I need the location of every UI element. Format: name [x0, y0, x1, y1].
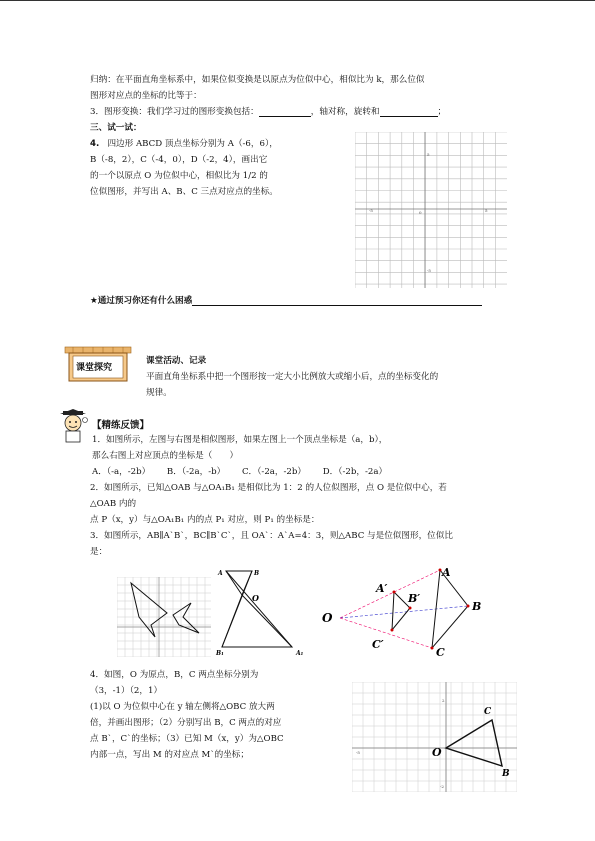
item-3-text-b: ，轴对称，旋转和	[310, 107, 380, 117]
fig3-label-A: A	[442, 566, 451, 579]
class-explore-line2: 规律。	[146, 388, 172, 398]
summary-line-2: 图形对应点的坐标的比等于：	[90, 91, 202, 101]
trial-heading: 三、试一试：	[90, 123, 142, 133]
grid-label-x-pos: 5	[485, 208, 488, 213]
practice-q4-line2: （3，-1）（2，1）	[90, 686, 163, 696]
option-b: B．（-2a，-b）	[166, 467, 226, 477]
item-3-text-a: 3．图形变换：我们学习过的图形变换包括：	[90, 107, 259, 117]
right-figure	[173, 603, 199, 633]
preview-question	[90, 294, 482, 306]
option-d: D．（-2b，-2a）	[322, 467, 388, 477]
fig4-label-C: C	[484, 707, 492, 717]
preview-blank	[192, 296, 482, 306]
q1-similar-figures	[117, 577, 211, 657]
coordinate-grid-figure	[355, 132, 507, 288]
practice-q2-line3: 点 P（x，y）与△OA₁B₁ 内的点 P₁ 对应，则 P₁ 的坐标是：	[90, 515, 320, 525]
blank-2	[380, 107, 438, 117]
preview-question-text: ★通过预习你还有什么困惑	[90, 296, 193, 306]
top-rule	[0, 0, 595, 1]
practice-q1-options	[92, 465, 387, 477]
practice-q1-line1: 1．如图所示，左图与右图是相似图形，如果左图上一个顶点坐标是（a，b），	[92, 435, 388, 445]
item-3	[90, 105, 446, 117]
grid-label-y-pos: 5	[427, 152, 430, 157]
fig4-label-B: B	[502, 769, 510, 779]
fig2-label-B1: B₁	[216, 650, 224, 657]
practice-q3-line2: 是：	[90, 547, 108, 557]
fig3-label-O: O	[322, 611, 333, 625]
fig2-label-A: A	[218, 570, 223, 577]
practice-q4-line6: 内部一点，写出 M 的对应点 M`的坐标；	[90, 750, 249, 760]
fig4-label-x-neg: -5	[356, 750, 360, 755]
fig3-label-C: C	[436, 646, 445, 659]
fig3-label-B: B	[472, 600, 482, 613]
summary-line-1: 归纳：在平面直角坐标系中，如果位似变换是以原点为位似中心，相似比为 k，那么位似	[90, 75, 425, 85]
grid-label-x-neg: -5	[369, 208, 373, 213]
trial-q4-number: 4.	[90, 139, 100, 149]
practice-q4-line3: (1)以 O 为位似中心在 y 轴左侧将△OBC 放大两	[90, 702, 275, 712]
trial-q4-text1: 四边形 ABCD 顶点坐标分别为 A（-6，6），	[107, 139, 278, 149]
q3-homothety-figure	[320, 562, 500, 662]
practice-q4-line1: 4．如图，O 为原点，B，C 两点坐标分别为	[90, 670, 259, 680]
practice-q2-line2: △OAB 内的	[90, 499, 137, 509]
class-explore-badge-text: 课堂探究	[76, 363, 113, 373]
practice-q4-line4: 倍，并画出图形；（2）分别写出 B，C 两点的对应	[90, 718, 282, 728]
fig4-label-y-pos: 2	[442, 698, 445, 703]
option-a: A．（-a，-2b）	[92, 467, 151, 477]
practice-q3-line1: 3．如图所示，AB∥A`B`，BC∥B`C`，且 OA`：A`A=4：3，则△ABC 与是位似图形，位似比	[90, 531, 453, 541]
trial-q4-line3: 的一个以原点 O 为位似中心，相似比为 1/2 的	[90, 171, 268, 181]
practice-q2-line1: 2．如图所示，已知△OAB 与△OA₁B₁ 是相似比为 1：2 的人位似图形，点 O 是位似中心，若	[90, 483, 447, 493]
thinking-student-icon	[56, 408, 90, 444]
trial-q4-line2: B（-8，2），C（-4，0），D（-2，4），画出它	[90, 155, 268, 165]
q2-homothety-figure	[212, 565, 322, 660]
fig2-label-A1: A₁	[296, 650, 304, 657]
class-explore-title: 课堂活动、记录	[146, 356, 207, 366]
class-explore-line1: 平面直角坐标系中把一个图形按一定大小比例放大或缩小后，点的坐标变化的	[146, 372, 439, 382]
fig4-label-y-neg: -2	[440, 784, 444, 789]
trial-q4-line4: 位似图形，并写出 A、B、C 三点对应点的坐标。	[90, 187, 278, 197]
practice-heading: 【精练反馈】	[92, 420, 150, 431]
blank-1	[259, 107, 311, 117]
fig3-label-Cp: C′	[372, 638, 384, 651]
practice-q4-line5: 点 B`，C`的坐标；（3）已知 M（x，y）为△OBC	[90, 734, 284, 744]
fig3-label-Bp: B′	[408, 592, 421, 605]
fig2-label-O: O	[252, 593, 259, 603]
grid-label-origin: 0	[419, 210, 422, 215]
q4-coordinate-figure	[352, 682, 517, 792]
fig3-label-Ap: A′	[376, 582, 388, 595]
option-c: C．（-2a，-2b）	[241, 467, 306, 477]
item-3-text-c: ；	[437, 107, 447, 117]
fig2-label-B: B	[254, 570, 260, 577]
fig4-label-O: O	[432, 746, 442, 759]
practice-q1-line2: 那么右图上对应顶点的坐标是（ ）	[92, 451, 239, 461]
trial-q4-line1	[90, 137, 278, 149]
grid-label-y-neg: -5	[427, 268, 431, 273]
